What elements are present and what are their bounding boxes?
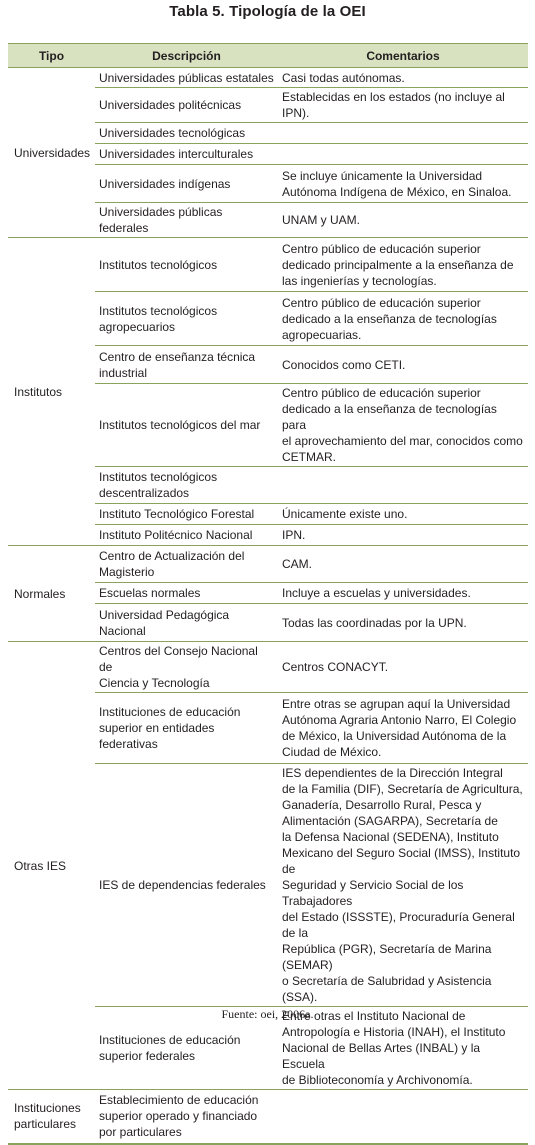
- cell-comentarios: Centros CONACYT.: [278, 642, 528, 693]
- cell-descripcion: Instituto Politécnico Nacional: [95, 525, 278, 546]
- cell-descripcion: Institutos tecnológicos: [95, 238, 278, 292]
- cell-comentarios: [278, 144, 528, 165]
- cell-descripcion: Universidades indígenas: [95, 165, 278, 203]
- cell-descripcion: Centros del Consejo Nacional de Ciencia y Tecnología: [95, 642, 278, 693]
- cell-descripcion: Universidades interculturales: [95, 144, 278, 165]
- table-header-row: [8, 44, 528, 68]
- header-descripcion: Descripción: [95, 44, 278, 68]
- typology-table: [8, 43, 528, 1145]
- cell-comentarios: [278, 1090, 528, 1144]
- cell-descripcion: Instituciones de educación superior en entidades federativas: [95, 693, 278, 764]
- cell-tipo: Instituciones particulares: [8, 1090, 95, 1144]
- cell-comentarios: [278, 123, 528, 144]
- cell-comentarios: CAM.: [278, 546, 528, 583]
- cell-comentarios: Centro público de educación superior dedicado a la enseñanza de tecnologías agropecuarias.: [278, 292, 528, 346]
- cell-comentarios: Incluye a escuelas y universidades.: [278, 583, 528, 604]
- cell-tipo: Universidades: [8, 68, 95, 238]
- cell-descripcion: Universidades tecnológicas: [95, 123, 278, 144]
- table-row: [8, 642, 528, 693]
- cell-descripcion: Universidad Pedagógica Nacional: [95, 604, 278, 642]
- cell-comentarios: Casi todas autónomas.: [278, 68, 528, 88]
- table-title: Tabla 5. Tipología de la OEI: [169, 3, 366, 20]
- table-row: [8, 238, 528, 292]
- cell-descripcion: Instituciones de educación superior federales: [95, 1007, 278, 1090]
- table-row: [8, 546, 528, 583]
- cell-comentarios: Entre otras el Instituto Nacional de Antropología e Historia (INAH), el Instituto Nacional de Bellas Artes (INBAL) y la Escuela de Biblioteconomía y Archivonomía.: [278, 1007, 528, 1090]
- cell-comentarios: Se incluye únicamente la Universidad Autónoma Indígena de México, en Sinaloa.: [278, 165, 528, 203]
- cell-comentarios: UNAM y UAM.: [278, 203, 528, 238]
- cell-comentarios: Únicamente existe uno.: [278, 504, 528, 525]
- source-note: Fuente: oei, 2006a.: [221, 1007, 314, 1021]
- cell-descripcion: Institutos tecnológicos del mar: [95, 384, 278, 467]
- table-row: [8, 1090, 528, 1144]
- cell-descripcion: IES de dependencias federales: [95, 764, 278, 1007]
- cell-comentarios: IES dependientes de la Dirección Integral de la Familia (DIF), Secretaría de Agricultura, Ganadería, Desarrollo Rural, Pesca y Alimentación (SAGARPA), Secretaría de la Defensa Nacional (SEDENA), Instituto Mexicano del Seguro Social (IMSS), Instituto de Seguridad y Servicio Social de los Trabajadores del Estado (ISSSTE), Procuraduría General de la República (PGR), Secretaría de Marina (SEMAR) o Secretaría de Salubridad y Asistencia (SSA).: [278, 764, 528, 1007]
- cell-descripcion: Universidades politécnicas: [95, 88, 278, 123]
- cell-comentarios: Conocidos como CETI.: [278, 346, 528, 384]
- cell-comentarios: Establecidas en los estados (no incluye al IPN).: [278, 88, 528, 123]
- table-row: [8, 68, 528, 88]
- cell-descripcion: Universidades públicas federales: [95, 203, 278, 238]
- cell-comentarios: Entre otras se agrupan aquí la Universidad Autónoma Agraria Antonio Narro, El Colegio de México, la Universidad Autónoma de la Ciudad de México.: [278, 693, 528, 764]
- cell-comentarios: Centro público de educación superior dedicado principalmente a la enseñanza de las ingenierías y tecnologías.: [278, 238, 528, 292]
- cell-descripcion: Centro de Actualización del Magisterio: [95, 546, 278, 583]
- cell-tipo: Institutos: [8, 238, 95, 546]
- cell-descripcion: Institutos tecnológicos agropecuarios: [95, 292, 278, 346]
- header-tipo: Tipo: [8, 44, 95, 68]
- cell-comentarios: [278, 467, 528, 504]
- cell-tipo: Normales: [8, 546, 95, 642]
- header-comentarios: Comentarios: [278, 44, 528, 68]
- cell-comentarios: Todas las coordinadas por la UPN.: [278, 604, 528, 642]
- cell-comentarios: Centro público de educación superior dedicado a la enseñanza de tecnologías para el aprovechamiento del mar, conocidos como CETMAR.: [278, 384, 528, 467]
- table-body: [8, 68, 528, 1144]
- cell-comentarios: IPN.: [278, 525, 528, 546]
- cell-descripcion: Establecimiento de educación superior operado y financiado por particulares: [95, 1090, 278, 1144]
- cell-descripcion: Instituto Tecnológico Forestal: [95, 504, 278, 525]
- cell-descripcion: Escuelas normales: [95, 583, 278, 604]
- cell-descripcion: Institutos tecnológicos descentralizados: [95, 467, 278, 504]
- cell-descripcion: Centro de enseñanza técnica industrial: [95, 346, 278, 384]
- cell-descripcion: Universidades públicas estatales: [95, 68, 278, 88]
- cell-tipo: Otras IES: [8, 642, 95, 1090]
